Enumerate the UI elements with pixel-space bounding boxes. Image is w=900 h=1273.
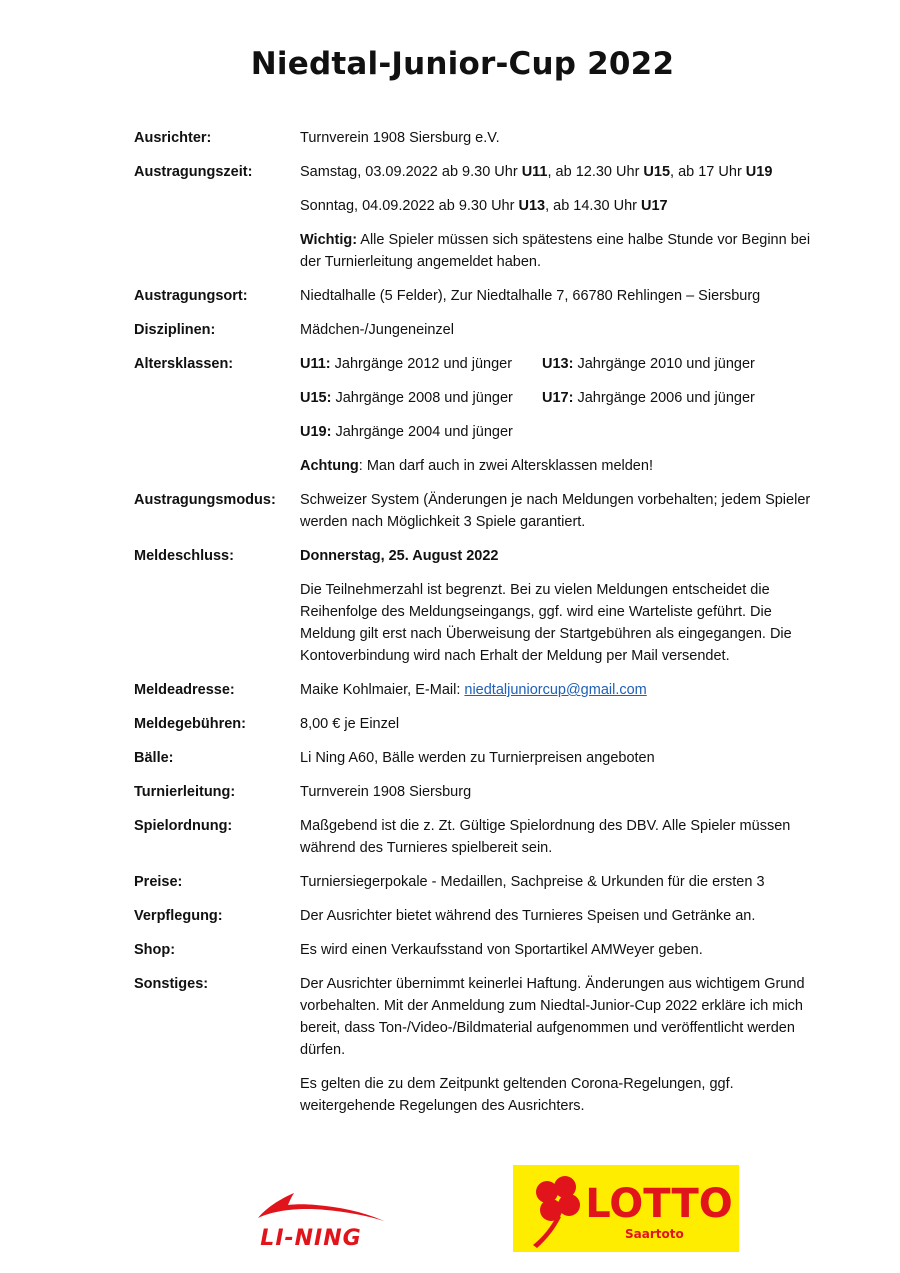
info-paragraph [542, 353, 814, 375]
info-row [134, 319, 814, 353]
info-row [134, 713, 814, 747]
row-content [300, 905, 814, 939]
info-paragraph [300, 579, 814, 667]
text-run: Mädchen-/Jungeneinzel [300, 322, 454, 338]
row-content [300, 973, 814, 1129]
row-content [300, 545, 814, 679]
row-label: Meldeschluss: [134, 548, 234, 564]
text-run: Der Ausrichter bietet während des Turnieres Speisen und Getränke an. [300, 908, 756, 924]
info-row [134, 489, 814, 545]
bold-text: U11: [300, 356, 331, 372]
bold-text: U13 [518, 198, 546, 214]
text-run: Turnverein 1908 Siersburg e.V. [300, 130, 500, 146]
row-label: Shop: [134, 942, 176, 958]
text-run: Turnverein 1908 Siersburg [300, 784, 472, 800]
document-title: Niedtal-Junior-Cup 2022 [250, 46, 675, 82]
row-label: Spielordnung: [134, 818, 233, 834]
info-paragraph [300, 747, 814, 769]
info-paragraph [300, 905, 814, 927]
bold-text: U15 [643, 164, 671, 180]
text-run: Sonntag, 04.09.2022 ab 9.30 Uhr [300, 198, 519, 214]
text-run: Turniersiegerpokale - Medaillen, Sachpreise & Urkunden für die ersten 3 [300, 874, 765, 890]
row-label: Turnierleitung: [134, 784, 236, 800]
row-label: Meldegebühren: [134, 716, 246, 732]
row-label: Disziplinen: [134, 322, 216, 338]
info-paragraph [300, 319, 814, 341]
info-paragraph [300, 195, 814, 217]
info-row [134, 353, 814, 489]
info-paragraph [300, 713, 814, 735]
info-row [134, 781, 814, 815]
email-link[interactable]: niedtaljuniorcup@gmail.com [464, 682, 647, 698]
row-content [300, 781, 814, 815]
row-content [300, 871, 814, 905]
row-content [300, 679, 814, 713]
li-ning-wordmark: LI-NING [260, 1226, 362, 1250]
row-content [300, 161, 814, 285]
text-run: Maßgebend ist die z. Zt. Gültige Spielordnung des DBV. Alle Spieler müssen während des Turnieres spielbereit sein. [300, 818, 791, 856]
bold-text: Wichtig: [300, 232, 358, 248]
info-paragraph [300, 455, 814, 477]
info-paragraph [300, 127, 814, 149]
info-paragraph [300, 815, 814, 859]
row-label: Altersklassen: [134, 356, 234, 372]
info-row [134, 815, 814, 871]
text-run: Alle Spieler müssen sich spätestens eine halbe Stunde vor Beginn bei der Turnierleitung angemeldet haben. [300, 232, 811, 270]
row-content [300, 489, 814, 545]
info-paragraph [300, 229, 814, 273]
text-run: , ab 17 Uhr [670, 164, 746, 180]
row-label: Ausrichter: [134, 130, 212, 146]
info-row [134, 679, 814, 713]
row-label: Austragungsort: [134, 288, 248, 304]
text-run: 8,00 € je Einzel [300, 716, 400, 732]
info-paragraph [300, 939, 814, 961]
text-run: Samstag, 03.09.2022 ab 9.30 Uhr [300, 164, 522, 180]
info-paragraph [300, 489, 814, 533]
info-paragraph [300, 161, 814, 183]
text-run: Der Ausrichter übernimmt keinerlei Haftung. Änderungen aus wichtigem Grund vorbehalten. Mit der Anmeldung zum Niedtal-Junior-Cup 2022 erkläre ich mich bereit, dass Ton-/Video-/Bildmaterial aufgenommen und veröffentlicht werden dürfen. [300, 976, 805, 1058]
row-label: Austragungszeit: [134, 164, 253, 180]
li-ning-logo [236, 1190, 386, 1250]
bold-text: U11 [521, 164, 548, 180]
saartoto-wordmark: Saartoto [625, 1227, 684, 1241]
info-paragraph [300, 871, 814, 893]
row-content [300, 285, 814, 319]
row-content [300, 747, 814, 781]
row-label: Preise: [134, 874, 183, 890]
info-row [134, 161, 814, 285]
text-run: Schweizer System (Änderungen je nach Meldungen vorbehalten; jedem Spieler werden nach Möglichkeit 3 Spiele garantiert. [300, 492, 811, 530]
bold-text: U19 [745, 164, 773, 180]
bold-text: U13: [542, 356, 574, 372]
sponsor-logos [0, 1160, 900, 1260]
bold-text: U19: [300, 424, 332, 440]
row-content [300, 815, 814, 871]
bold-text: Donnerstag, 25. August 2022 [300, 548, 499, 564]
info-paragraph [300, 545, 814, 567]
row-content [300, 713, 814, 747]
text-run: Es wird einen Verkaufsstand von Sportartikel AMWeyer geben. [300, 942, 703, 958]
text-run: Es gelten die zu dem Zeitpunkt geltenden Corona-Regelungen, ggf. weitergehende Regelungen des Ausrichters. [300, 1076, 734, 1114]
info-row [134, 747, 814, 781]
text-run: Jahrgänge 2012 und jünger [330, 356, 513, 372]
text-run: , ab 14.30 Uhr [545, 198, 642, 214]
text-run: Jahrgänge 2006 und jünger [573, 390, 755, 406]
lotto-wordmark: LOTTO [585, 1181, 733, 1227]
info-paragraph [300, 285, 814, 307]
text-run: Maike Kohlmaier, E-Mail: [300, 682, 465, 698]
text-run: Jahrgänge 2004 und jünger [331, 424, 513, 440]
text-run: , ab 12.30 Uhr [547, 164, 644, 180]
row-content [300, 319, 814, 353]
row-label: Austragungsmodus: [134, 492, 276, 508]
info-paragraph [300, 421, 542, 443]
info-row [134, 545, 814, 679]
info-paragraph [300, 353, 542, 375]
text-run: Jahrgänge 2008 und jünger [331, 390, 513, 406]
info-table [134, 127, 814, 1129]
row-content [300, 939, 814, 973]
age-class-grid [300, 353, 814, 455]
info-row [134, 127, 814, 161]
info-row [134, 285, 814, 319]
info-paragraph [542, 387, 814, 409]
row-content [300, 127, 814, 161]
text-run: Li Ning A60, Bälle werden zu Turnierpreisen angeboten [300, 750, 655, 766]
text-run: Niedtalhalle (5 Felder), Zur Niedtalhalle 7, 66780 Rehlingen – Siersburg [300, 288, 761, 304]
bold-text: U17 [641, 198, 668, 214]
lotto-logo [513, 1165, 739, 1252]
text-run: Jahrgänge 2010 und jünger [573, 356, 755, 372]
info-row [134, 939, 814, 973]
info-paragraph [300, 1073, 814, 1117]
row-label: Meldeadresse: [134, 682, 235, 698]
row-label: Bälle: [134, 750, 174, 766]
info-row [134, 905, 814, 939]
text-run: : Man darf auch in zwei Altersklassen melden! [358, 458, 653, 474]
info-row [134, 871, 814, 905]
row-label: Sonstiges: [134, 976, 209, 992]
info-paragraph [300, 781, 814, 803]
info-paragraph [300, 679, 814, 701]
bold-text: U17: [542, 390, 574, 406]
row-label: Verpflegung: [134, 908, 223, 924]
row-content [300, 353, 814, 489]
bold-text: U15: [300, 390, 332, 406]
info-paragraph [300, 387, 542, 409]
text-run: Die Teilnehmerzahl ist begrenzt. Bei zu vielen Meldungen entscheidet die Reihenfolge des Meldungseingangs, ggf. wird eine Warteliste geführt. Die Meldung gilt erst nach Überweisung der Startgebühren als eingegangen. Die Kontoverbindung wird nach Erhalt der Meldung per Mail versendet. [300, 582, 792, 664]
bold-text: Achtung [300, 458, 359, 474]
info-row [134, 973, 814, 1129]
info-paragraph [300, 973, 814, 1061]
